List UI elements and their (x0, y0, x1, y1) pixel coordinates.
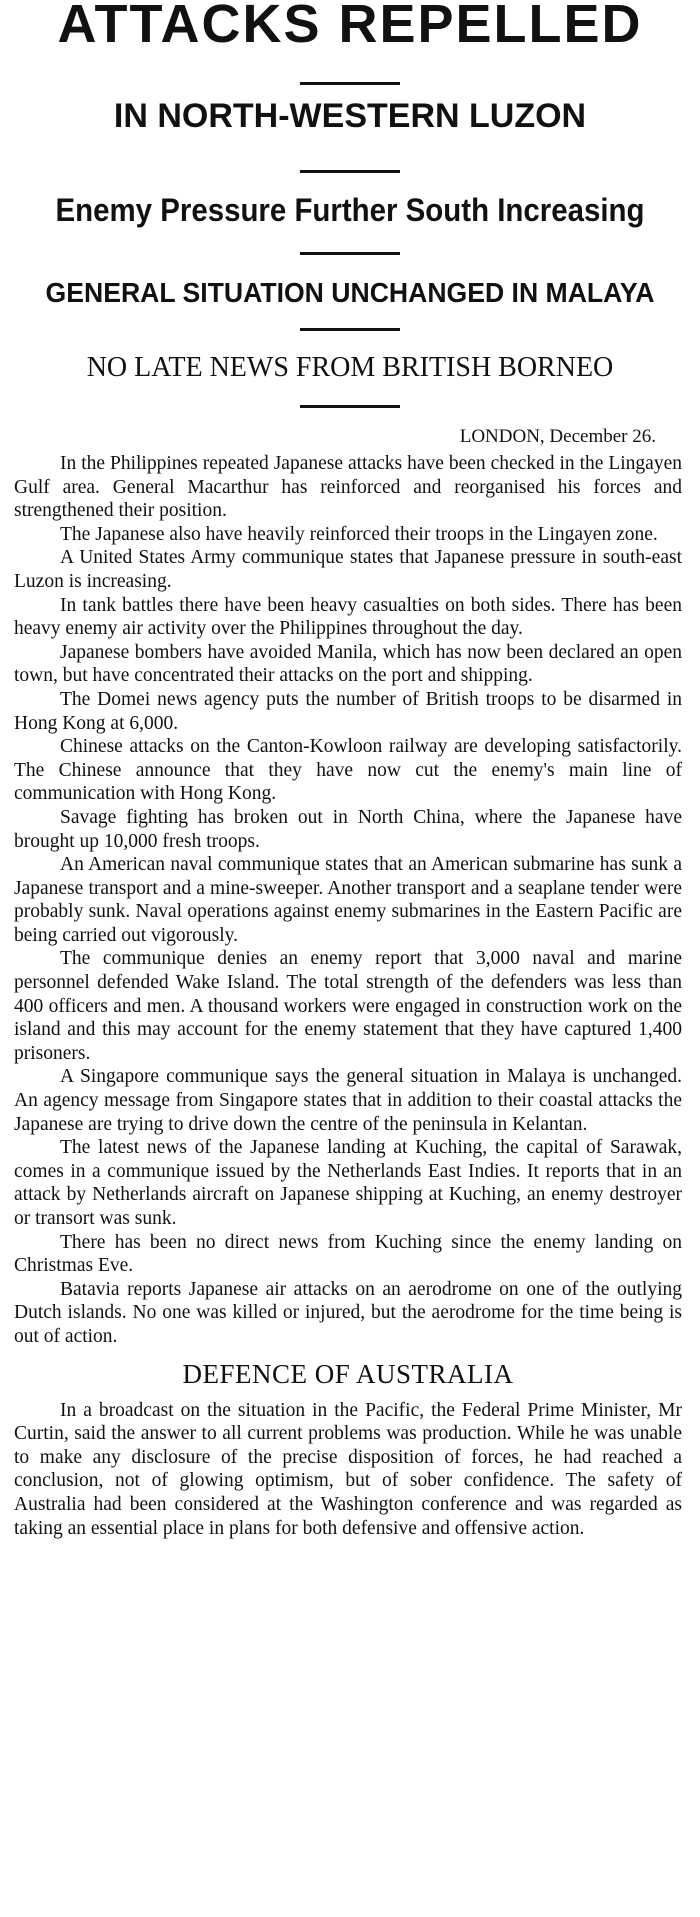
article-paragraph: In tank battles there have been heavy casualties on both sides. There has been heavy enemy air activity over the Philippines throughout the day. (14, 594, 682, 640)
dateline: LONDON, December 26. (459, 426, 656, 447)
article-paragraph: Savage fighting has broken out in North China, where the Japanese have brought up 10,000 fresh troops. (14, 806, 682, 852)
divider-rule (300, 252, 400, 255)
deck-enemy-pressure: Enemy Pressure Further South Increasing (55, 192, 645, 228)
article-paragraph: The Japanese also have heavily reinforced their troops in the Lingayen zone. (60, 523, 658, 545)
article-paragraph: The latest news of the Japanese landing at Kuching, the capital of Sarawak, comes in a communique issued by the Netherlands East Indies. It reports that in an attack by Netherlands aircraft on Japanese shipping at Kuching, an enemy destroyer or transort was sunk. (14, 1137, 682, 1229)
article-paragraph: Japanese bombers have avoided Manila, which has now been declared an open town, but have concentrated their attacks on the port and shipping. (14, 641, 682, 687)
article-paragraph: A United States Army communique states that Japanese pressure in south-east Luzon is increasing. (14, 547, 682, 592)
article-paragraph: Batavia reports Japanese air attacks on an aerodrome on one of the outlying Dutch islands. No one was killed or injured, but the aerodrome for the time being is out of action. (14, 1278, 682, 1347)
divider-rule (300, 170, 400, 173)
deck-malaya-situation: GENERAL SITUATION UNCHANGED IN MALAYA (45, 277, 655, 308)
article-paragraph: The Domei news agency puts the number of British troops to be disarmed in Hong Kong at 6,000. (14, 688, 682, 734)
article-paragraph: A Singapore communique says the general situation in Malaya is unchanged. An agency message from Singapore states that in addition to their coastal attacks the Japanese are trying to drive down the centre of the peninsula in Kelantan. (14, 1066, 682, 1135)
article-paragraph: Chinese attacks on the Canton-Kowloon railway are developing satisfactorily. The Chinese announce that they have now cut the enemy's main line of communication with Hong Kong. (14, 736, 682, 805)
divider-rule (300, 328, 400, 331)
article-paragraph: In the Philippines repeated Japanese attacks have been checked in the Lingayen Gulf area. General Macarthur has reinforced and reorganised his forces and strengthened their position. (14, 453, 682, 522)
divider-rule (300, 405, 400, 408)
article-paragraph: In a broadcast on the situation in the Pacific, the Federal Prime Minister, Mr Curtin, said the answer to all current problems was production. While he was unable to make any disclosure of the precise disposition of forces, he had reached a conclusion, not of glowing optimism, but of sober confidence. The safety of Australia had been considered at the Washington conference and was regarded as taking an essential place in plans for both defensive and offensive action. (14, 1399, 682, 1539)
divider-rule (300, 82, 400, 85)
article-paragraph: There has been no direct news from Kuching since the enemy landing on Christmas Eve. (14, 1231, 682, 1277)
deck-north-western-luzon: IN NORTH-WESTERN LUZON (113, 97, 587, 135)
article-paragraph: An American naval communique states that an American submarine has sunk a Japanese transport and a mine-sweeper. Another transport and a seaplane tender were probably sunk. Naval operations against enemy submarines in the Eastern Pacific are being carried out vigorously. (14, 854, 682, 946)
article-paragraph: The communique denies an enemy report that 3,000 naval and marine personnel defended Wake Island. The total strength of the defenders was less than 400 officers and men. A thousand workers were engaged in construction work on the island and this may account for the enemy statement that they have captured 1,400 prisoners. (14, 948, 682, 1064)
article-body (14, 452, 682, 1540)
deck-british-borneo: NO LATE NEWS FROM BRITISH BORNEO (86, 352, 614, 383)
headline: ATTACKS REPELLED (57, 0, 643, 54)
section-subhead: DEFENCE OF AUSTRALIA (182, 1358, 514, 1389)
